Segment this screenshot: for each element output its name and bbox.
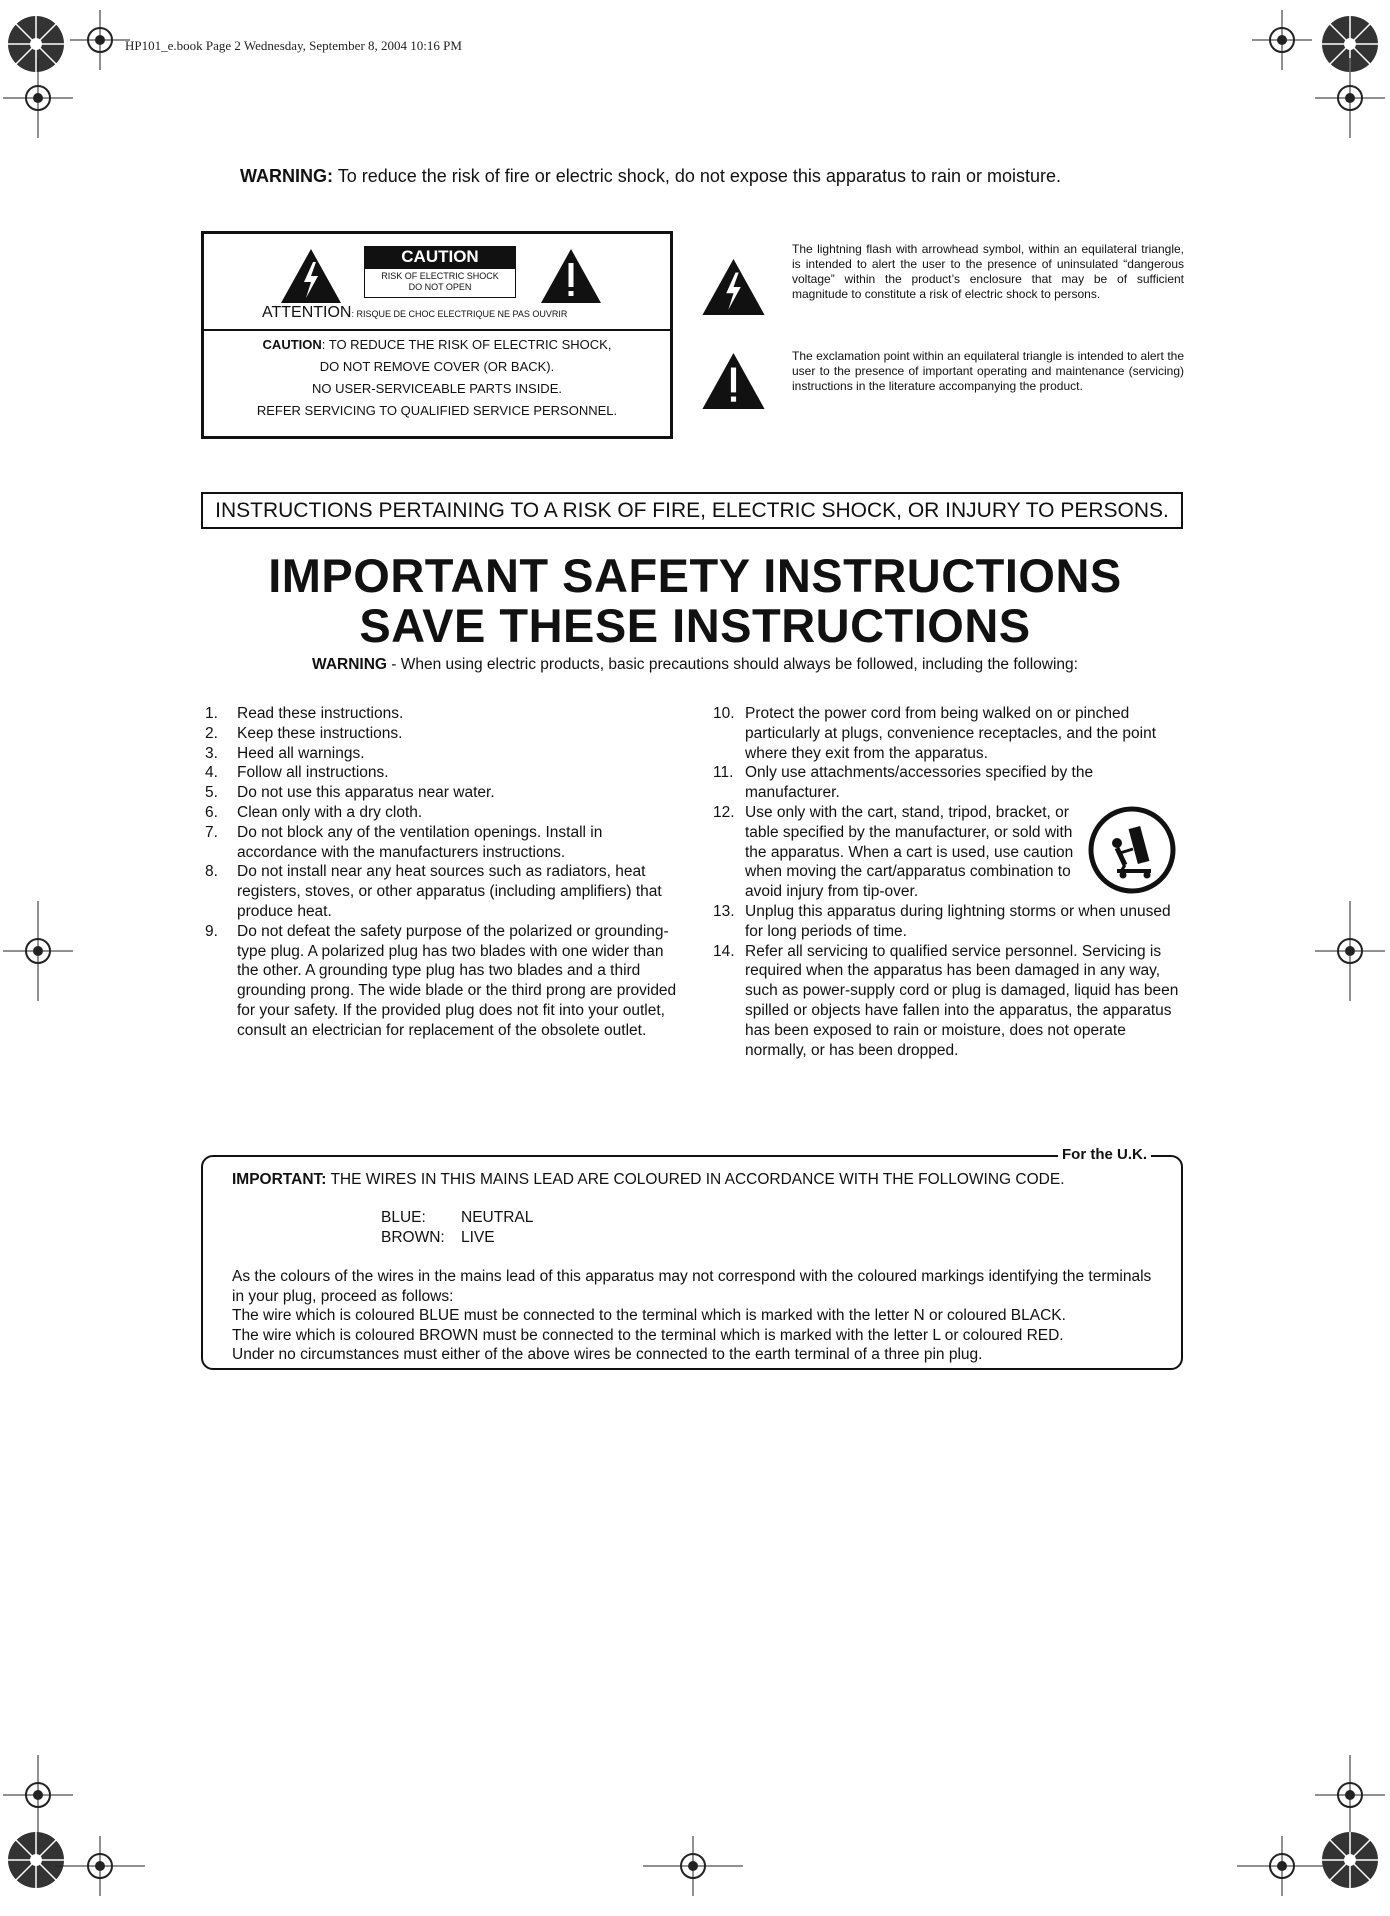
item-number: 9. [205, 922, 218, 940]
general-warning-text: - When using electric products, basic precautions should always be followed, including the following: [386, 656, 1078, 673]
item-text: Heed all warnings. [237, 744, 365, 762]
uk-para-4: Under no circumstances must either of the above wires be connected to the earth terminal of a three pin plug. [232, 1346, 983, 1363]
exclamation-description: The exclamation point within an equilateral triangle is intended to alert the user to the presence of important operating and maintenance (servicing) instructions in the literature accompanying the product. [792, 349, 1184, 393]
crosshair-icon [0, 48, 88, 148]
caution-line-1 [204, 334, 670, 356]
list-item [205, 744, 680, 764]
risk-of-shock-label [364, 268, 516, 298]
uk-brown-label: BROWN: [381, 1229, 445, 1246]
list-item [205, 922, 680, 1041]
instructions-bar: INSTRUCTIONS PERTAINING TO A RISK OF FIRE, ELECTRIC SHOCK, OR INJURY TO PERSONS. [201, 492, 1183, 529]
risk-line-2: DO NOT OPEN [408, 282, 472, 292]
uk-blue-value: NEUTRAL [461, 1209, 534, 1226]
page-subtitle: SAVE THESE INSTRUCTIONS [359, 599, 1031, 652]
uk-important-label: IMPORTANT: [232, 1171, 327, 1188]
uk-important-line [232, 1170, 1172, 1190]
crosshair-icon [643, 1816, 743, 1916]
list-item [713, 763, 1183, 803]
item-number: 3. [205, 744, 218, 762]
item-number: 12. [713, 803, 735, 821]
uk-para-1: As the colours of the wires in the mains lead of this apparatus may not correspond with the coloured markings identifying the terminals in your plug, proceed as follows: [232, 1268, 1152, 1305]
uk-para-3: The wire which is coloured BROWN must be connected to the terminal which is marked with the letter L or coloured RED. [232, 1326, 1064, 1344]
crosshair-icon [0, 901, 88, 1001]
item-text: Refer all servicing to qualified service personnel. Servicing is required when the apparatus has been damaged in any way, such as power-supply cord or plug is damaged, liquid has been spilled or objects have fallen into the apparatus, the apparatus has been exposed to rain or moisture, does not operate normally, or has been dropped. [745, 942, 1179, 1059]
item-number: 13. [713, 902, 735, 920]
uk-instructions [232, 1267, 1162, 1365]
item-text: Protect the power cord from being walked on or pinched particularly at plugs, convenience receptacles, and the point where they exit from the apparatus. [745, 705, 1156, 762]
uk-blue-label: BLUE: [381, 1209, 426, 1226]
item-text: Do not install near any heat sources such as radiators, heat registers, stoves, or other apparatus (including amplifiers) that produce heat. [237, 863, 662, 920]
caution-box [201, 231, 673, 439]
book-info-header: HP101_e.book Page 2 Wednesday, September 8, 2004 10:16 PM [125, 38, 462, 53]
caution-box-lower [204, 334, 670, 422]
item-number: 8. [205, 863, 218, 881]
item-number: 7. [205, 823, 218, 841]
item-number: 10. [713, 705, 735, 722]
item-text: Do not block any of the ventilation openings. Install in accordance with the manufacturers instructions. [237, 823, 603, 861]
attention-label: ATTENTION [262, 304, 352, 321]
item-number: 11. [713, 764, 734, 782]
list-item [205, 862, 680, 921]
list-item [205, 724, 680, 744]
lightning-triangle-icon [701, 258, 766, 316]
general-warning-label: WARNING [312, 656, 387, 673]
list-item [205, 803, 680, 823]
crosshair-icon [50, 1816, 150, 1916]
list-item [205, 763, 680, 783]
list-item [205, 783, 680, 803]
exclamation-triangle-icon [701, 352, 766, 410]
instructions-list-left [205, 704, 680, 1041]
item-text: Clean only with a dry cloth. [237, 803, 423, 821]
crosshair-icon [1300, 901, 1390, 1001]
attention-line [262, 304, 567, 322]
uk-tag: For the U.K. [1058, 1146, 1151, 1163]
risk-line-1: RISK OF ELECTRIC SHOCK [381, 271, 499, 281]
item-number: 2. [205, 724, 218, 742]
item-text: Do not defeat the safety purpose of the polarized or grounding-type plug. A polarized plug has two blades with one wider than the other. A grounding type plug has two blades and a third grounding prong. The wide blade or the third prong are provided for your safety. If the provided plug does not fit into your outlet, consult an electrician for replacement of the obsolete outlet. [237, 922, 677, 1039]
attention-text: : RISQUE DE CHOC ELECTRIQUE NE PAS OUVRIR [351, 309, 568, 319]
uk-para-2: The wire which is coloured BLUE must be connected to the terminal which is marked with the letter N or coloured BLACK. [232, 1307, 1066, 1324]
list-item [713, 803, 1085, 902]
caution-line-4: REFER SERVICING TO QUALIFIED SERVICE PERSONNEL. [256, 403, 618, 418]
list-item [713, 942, 1183, 1061]
item-text: Follow all instructions. [237, 764, 389, 782]
top-warning-label: WARNING: [240, 166, 333, 186]
registration-mark-icon [1300, 1810, 1390, 1910]
list-item [713, 902, 1183, 942]
lightning-triangle-icon [280, 248, 342, 304]
uk-wiring-box [201, 1146, 1183, 1370]
caution-line-1-text: : TO REDUCE THE RISK OF ELECTRIC SHOCK, [321, 337, 612, 352]
item-number: 14. [713, 942, 735, 960]
uk-important-text: THE WIRES IN THIS MAINS LEAD ARE COLOURED IN ACCORDANCE WITH THE FOLLOWING CODE. [326, 1171, 1065, 1188]
cart-tipover-warning-icon [1087, 805, 1177, 895]
item-text: Use only with the cart, stand, tripod, bracket, or table specified by the manufacturer, or sold with the apparatus. When a cart is used, use caution when moving the cart/apparatus combination to avoid injury from tip-over. [745, 803, 1074, 901]
item-text: Only use attachments/accessories specified by the manufacturer. [745, 764, 1094, 802]
item-number: 5. [205, 784, 218, 802]
item-text: Keep these instructions. [237, 724, 403, 742]
list-item [205, 704, 680, 724]
caution-line-3: NO USER-SERVICEABLE PARTS INSIDE. [312, 381, 562, 396]
caution-prefix: CAUTION [262, 337, 322, 352]
list-item [205, 823, 680, 863]
page-title: IMPORTANT SAFETY INSTRUCTIONS [268, 549, 1122, 602]
item-number: 4. [205, 764, 218, 782]
item-number: 6. [205, 803, 218, 821]
caution-label: CAUTION [364, 246, 516, 268]
caution-box-upper [204, 234, 670, 331]
exclamation-triangle-icon [540, 248, 602, 304]
item-text: Unplug this apparatus during lightning storms or when unused for long periods of time. [745, 902, 1171, 940]
item-number: 1. [205, 705, 218, 722]
item-text: Read these instructions. [237, 705, 404, 722]
top-warning-text: To reduce the risk of fire or electric shock, do not expose this apparatus to rain or moisture. [337, 166, 1062, 186]
caution-line-2: DO NOT REMOVE COVER (OR BACK). [319, 359, 555, 374]
list-item [713, 704, 1183, 763]
item-text: Do not use this apparatus near water. [237, 784, 495, 802]
crosshair-icon [1300, 48, 1390, 148]
uk-brown-value: LIVE [461, 1229, 495, 1246]
lightning-description: The lightning flash with arrowhead symbol, within an equilateral triangle, is intended to alert the user to the presence of uninsulated “dangerous voltage” within the product’s enclosure that may be of sufficient magnitude to constitute a risk of electric shock to persons. [792, 242, 1184, 301]
general-warning [150, 656, 1240, 674]
top-warning [240, 166, 1061, 187]
